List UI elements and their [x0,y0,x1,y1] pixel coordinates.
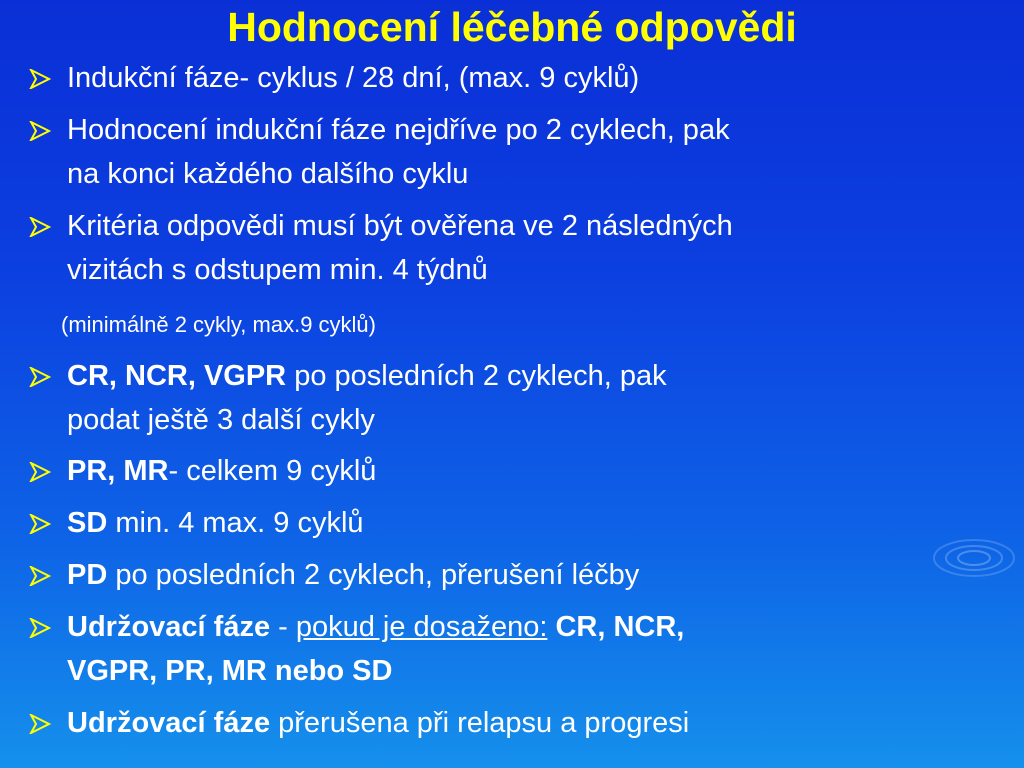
list-item-bold: Udržovací fáze [67,707,271,739]
list-item [67,204,1002,292]
list-item-text: podat ještě 3 další cykly [67,404,375,436]
list-item-text: přerušena při relapsu a progresi [270,707,690,739]
list-item-text: - [270,611,296,643]
list-item-bold: Udržovací fáze [67,611,271,643]
arrowhead-bullet-icon [29,367,51,387]
list-item-bold: PD [67,559,108,591]
list-item-bold: VGPR, PR, MR nebo SD [67,655,393,687]
list-item-bold: CR, NCR, VGPR [67,360,287,392]
list-item-text: Indukční fáze- cyklus / 28 dní, (max. 9 cyklů) [67,62,640,94]
arrowhead-bullet-icon [29,618,51,638]
list-item [67,449,1002,493]
arrowhead-bullet-icon [29,69,51,89]
list-item [67,56,1002,100]
arrowhead-bullet-icon [29,462,51,482]
list-item-text: vizitách s odstupem min. 4 týdnů [67,254,488,286]
list-item-bold: SD [67,507,108,539]
list-item-text: Kritéria odpovědi musí být ověřena ve 2 následných [67,210,733,242]
note-text: (minimálně 2 cykly, max.9 cyklů) [61,312,376,337]
list-item-underlined: pokud je dosaženo: [295,611,548,643]
list-item-bold: CR, NCR, [547,611,685,643]
list-item-text: po posledních 2 cyklech, pak [286,360,667,392]
arrowhead-bullet-icon [29,714,51,734]
list-item [67,501,1002,545]
list-item [67,354,1002,442]
list-item-bold: PR, MR [67,455,169,487]
list-item [67,553,1002,597]
list-item-text: min. 4 max. 9 cyklů [107,507,364,539]
arrowhead-bullet-icon [29,514,51,534]
slide-title: Hodnocení léčebné odpovědi [227,4,797,50]
arrowhead-bullet-icon [29,566,51,586]
arrowhead-bullet-icon [29,121,51,141]
list-item [67,701,1002,745]
list-item-text: po posledních 2 cyklech, přerušení léčby [107,559,640,591]
list-item-text: Hodnocení indukční fáze nejdříve po 2 cyklech, pak [67,114,730,146]
list-item-text: na konci každého dalšího cyklu [67,158,469,190]
list-item [67,108,1002,196]
list-item [67,605,1002,693]
list-item-text: - celkem 9 cyklů [168,455,377,487]
arrowhead-bullet-icon [29,217,51,237]
